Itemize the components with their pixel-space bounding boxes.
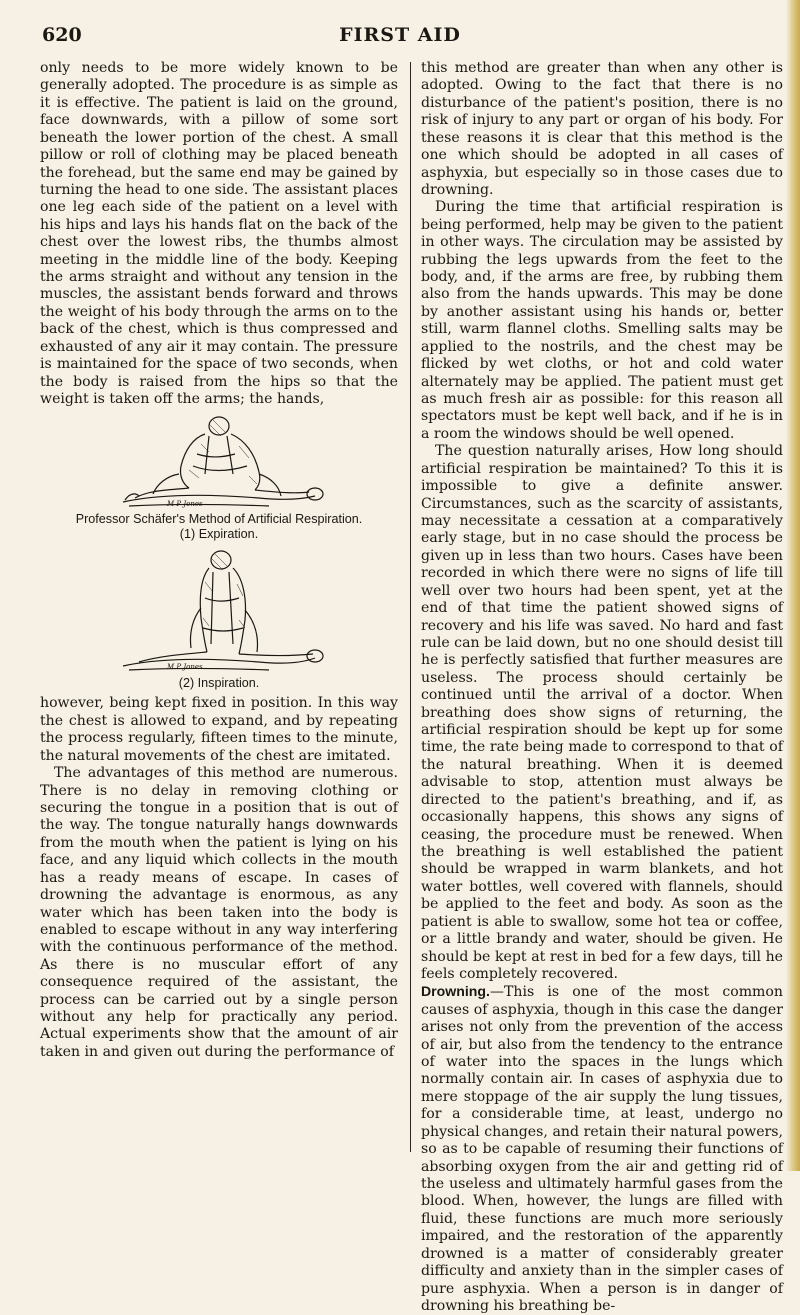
right-column bbox=[421, 60, 783, 1315]
paragraph: only needs to be more widely known to be generally adopted. The procedure is as simple as it is effective. The patient is laid on the ground, face downwards, with a pillow of some sort beneath the lower portion of the chest. A small pillow or roll of clothing may be placed beneath the forehead, but the same end may be gained by turning the head to one side. The assistant places one leg each side of the patient on a level with his hips and lays his hands flat on the back of the chest over the lowest ribs, the thumbs almost meeting in the middle line of the body. Keeping the arms straight and without any tension in the muscles, the assistant bends forward and throws the weight of his body through the arms on to the back of the chest, which is thus compressed and exhausted of any air it may contain. The pressure is maintained for the space of two seconds, when the body is raised from the hips so that the weight is taken off the arms; the hands, bbox=[40, 60, 398, 408]
paragraph: however, being kept fixed in position. In this way the chest is allowed to expand, and by repeating the process regularly, fifteen times to the minute, the natural movements of the chest are imitated. bbox=[40, 695, 398, 764]
page-header bbox=[42, 20, 758, 54]
page-number: 620 bbox=[42, 24, 82, 46]
artist-signature: M P Jones bbox=[167, 663, 203, 672]
paragraph: The advantages of this method are numerous. There is no delay in removing clothing or securing the tongue in a position that is out of the way. The tongue naturally hangs downwards from the mouth when the patient is lying on his face, and any liquid which collects in the mouth has a ready means of escape. In cases of drowning the advantage is enormous, as any water which has been taken into the body is enabled to escape without in any way interfering with the continuous performance of the method. As there is no muscular effort of any consequence required of the assistant, the process can be carried out by a single person without any help for practically any period. Actual experiments show that the amount of air taken in and given out during the performance of bbox=[40, 765, 398, 1060]
paragraph-body: —This is one of the most common causes of asphyxia, though in this case the danger arises not only from the prevention of the access of air, but also from the tendency to the entrance of water into the spaces in the lungs which normally contain air. In cases of asphyxia due to mere stoppage of the air supply the lung tissues, for a considerable time, at least, undergo no physical changes, and retain their natural powers, so as to be capable of resuming their functions of absorbing oxygen from the air and getting rid of the useless and ultimately harmful gases from the blood. When, however, the lungs are filled with fluid, these functions are much more seriously impaired, and the restoration of the apparently drowned is a matter of considerably greater difficulty and anxiety than in the simpler cases of pure asphyxia. When a person is in danger of drowning his breathing be- bbox=[421, 984, 783, 1314]
figure-title: Professor Schäfer's Method of Artificial Respiration. bbox=[75, 512, 363, 527]
running-title: FIRST AID bbox=[339, 24, 461, 46]
figure-expiration bbox=[40, 414, 398, 542]
column-rule bbox=[410, 62, 411, 1152]
figure-inspiration bbox=[40, 548, 398, 691]
page-edge bbox=[786, 0, 800, 1171]
artist-signature: M P Jones bbox=[167, 500, 203, 509]
section-heading-drowning: Drowning. bbox=[421, 983, 490, 1000]
paragraph: During the time that artificial respiration is being performed, help may be given to the patient in other ways. The circulation may be assisted by rubbing the legs upwards from the feet to the body, and, if the arms are free, by rubbing them also from the hands upwards. This may be done by another assistant using his hands or, better still, warm flannel cloths. Smelling salts may be applied to the nostrils, and the chest may be flicked by wet cloths, or hot and cold water alternately may be applied. The patient must get as much fresh air as possible: for this reason all spectators must be kept well back, and if he is in a room the windows should be well opened. bbox=[421, 199, 783, 442]
expiration-illustration bbox=[109, 414, 329, 512]
paragraph-drowning bbox=[421, 983, 783, 1315]
figure-caption: (2) Inspiration. bbox=[178, 676, 260, 691]
figure-caption: (1) Expiration. bbox=[179, 527, 259, 542]
paragraph: The question naturally arises, How long should artificial respiration be maintained? To this it is impossible to give a definite answer. Circumstances, such as the scarcity of assistants, may necessitate a cessation at a comparatively early stage, but in no case should the process be given up in less than two hours. Cases have been recorded in which there were no signs of life till well over two hours had been spent, yet at the end of that time the patient showed signs of recovery and his life was saved. No hard and fast rule can be laid down, but no one should desist till he is perfectly satisfied that further measures are useless. The process should certainly be continued until the arrival of a doctor. When breathing does show signs of returning, the artificial respiration should be kept up for some time, the rate being made to correspond to that of the natural breathing. When it is deemed advisable to stop, attention must always be directed to the patient's breathing, and if, as occasionally happens, this shows any signs of ceasing, the procedure must be renewed. When the breathing is well established the patient should be wrapped in warm blankets, and hot water bottles, well covered with flannels, should be applied to the feet and body. As soon as the patient is able to swallow, some hot tea or coffee, or a little brandy and water, should be given. He should be kept at rest in bed for a few days, till he feels completely recovered. bbox=[421, 443, 783, 982]
inspiration-illustration bbox=[109, 548, 329, 676]
paragraph: this method are greater than when any other is adopted. Owing to the fact that there is no disturbance of the patient's position, there is no risk of injury to any part or organ of his body. For these reasons it is clear that this method is the one which should be adopted in all cases of asphyxia, but especially so in those cases due to drowning. bbox=[421, 60, 783, 198]
left-column bbox=[40, 60, 398, 1061]
